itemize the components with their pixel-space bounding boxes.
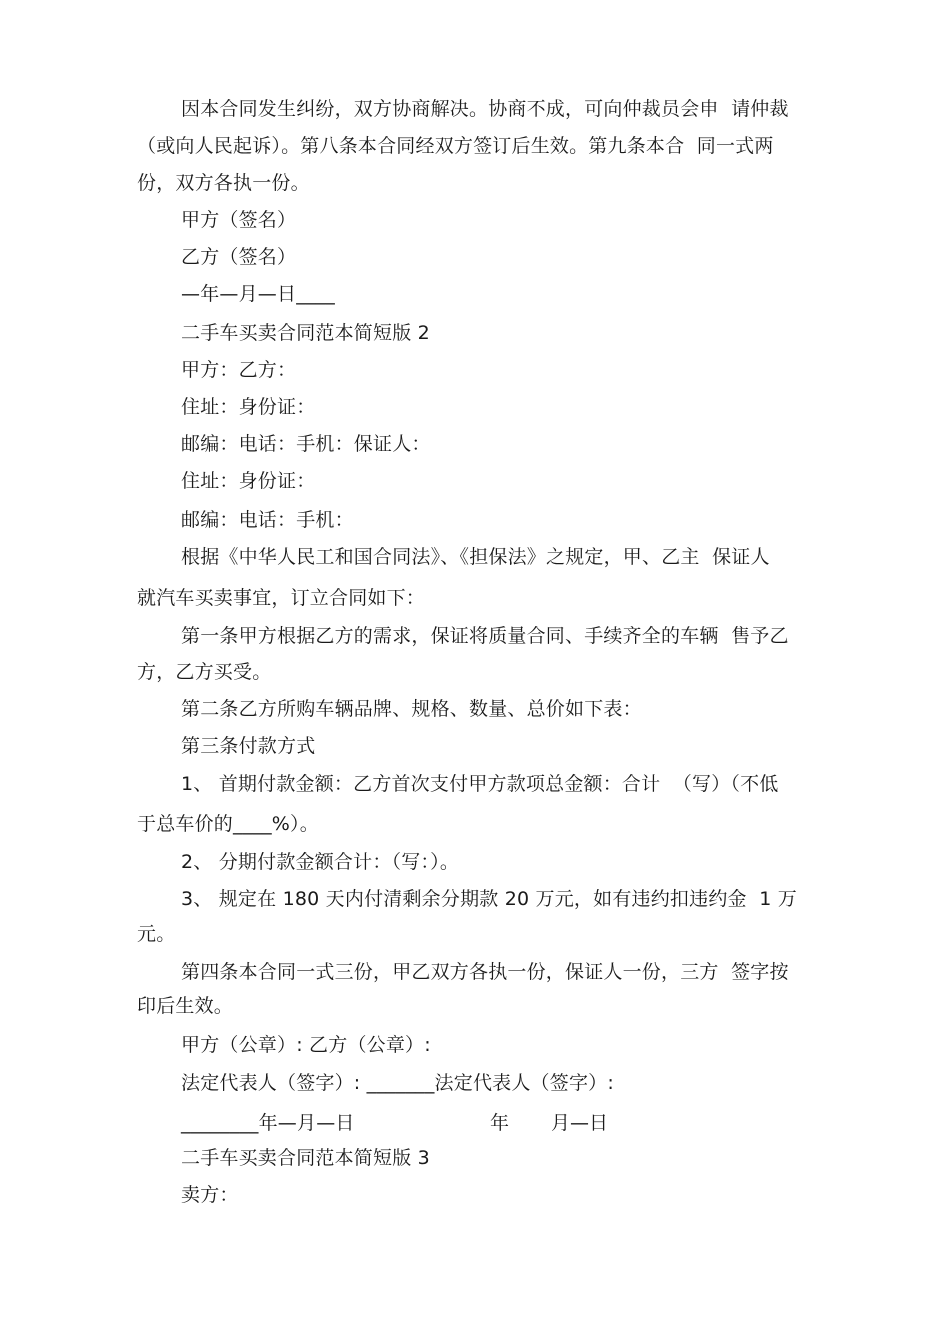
field-line: 甲方：乙方： xyxy=(181,359,297,381)
date-month-day-label: 月—日 xyxy=(551,1112,609,1134)
date-line: —年—月—日____ xyxy=(181,283,336,305)
paragraph-line: 元。 xyxy=(137,923,176,945)
paragraph-line: 第三条付款方式 xyxy=(181,735,316,757)
section-heading: 二手车买卖合同范本简短版 2 xyxy=(181,322,430,344)
field-line: 卖方： xyxy=(181,1184,239,1206)
legal-representative-line: 法定代表人（签字）: _______法定代表人（签字）: xyxy=(181,1072,614,1094)
date-year-label: 年 xyxy=(490,1112,510,1134)
signature-line-party-a: 甲方（签名） xyxy=(181,209,297,231)
date-line: ________年—月—日 xyxy=(181,1112,355,1134)
signature-line-party-b: 乙方（签名） xyxy=(181,246,297,268)
paragraph-line: 就汽车买卖事宜，订立合同如下： xyxy=(137,587,426,609)
paragraph-line: 第二条乙方所购车辆品牌、规格、数量、总价如下表： xyxy=(181,698,642,720)
paragraph-line: 印后生效。 xyxy=(137,995,234,1017)
section-heading: 二手车买卖合同范本简短版 3 xyxy=(181,1147,430,1169)
paragraph-line: 2、 分期付款金额合计：（写：）。 xyxy=(181,851,460,873)
paragraph-line: 3、 规定在 180 天内付清剩余分期款 20 万元，如有违约扣违约金 1 万 xyxy=(181,888,797,910)
paragraph-line: 方，乙方买受。 xyxy=(137,661,272,683)
paragraph-line: 根据《中华人民工和国合同法》、《担保法》之规定，甲、乙主 保证人 xyxy=(181,546,770,568)
field-line: 邮编：电话：手机：保证人： xyxy=(181,433,431,455)
field-line: 住址：身份证： xyxy=(181,396,316,418)
paragraph-line: （或向人民起诉）。第八条本合同经双方签订后生效。第九条本合 同一式两 xyxy=(137,135,774,157)
paragraph-line: 第四条本合同一式三份，甲乙双方各执一份，保证人一份，三方 签字按 xyxy=(181,961,789,983)
paragraph-line: 份，双方各执一份。 xyxy=(137,172,310,194)
paragraph-line: 因本合同发生纠纷，双方协商解决。协商不成，可向仲裁员会申 请仲裁 xyxy=(181,98,789,120)
paragraph-line: 第一条甲方根据乙方的需求，保证将质量合同、手续齐全的车辆 售予乙 xyxy=(181,625,789,647)
paragraph-line: 于总车价的____%）。 xyxy=(137,813,319,835)
field-line: 邮编：电话：手机： xyxy=(181,509,354,531)
seal-line: 甲方（公章）: 乙方（公章）: xyxy=(181,1034,431,1056)
paragraph-line: 1、 首期付款金额：乙方首次支付甲方款项总金额：合计 （写）（不低 xyxy=(181,773,779,795)
field-line: 住址：身份证： xyxy=(181,470,316,492)
